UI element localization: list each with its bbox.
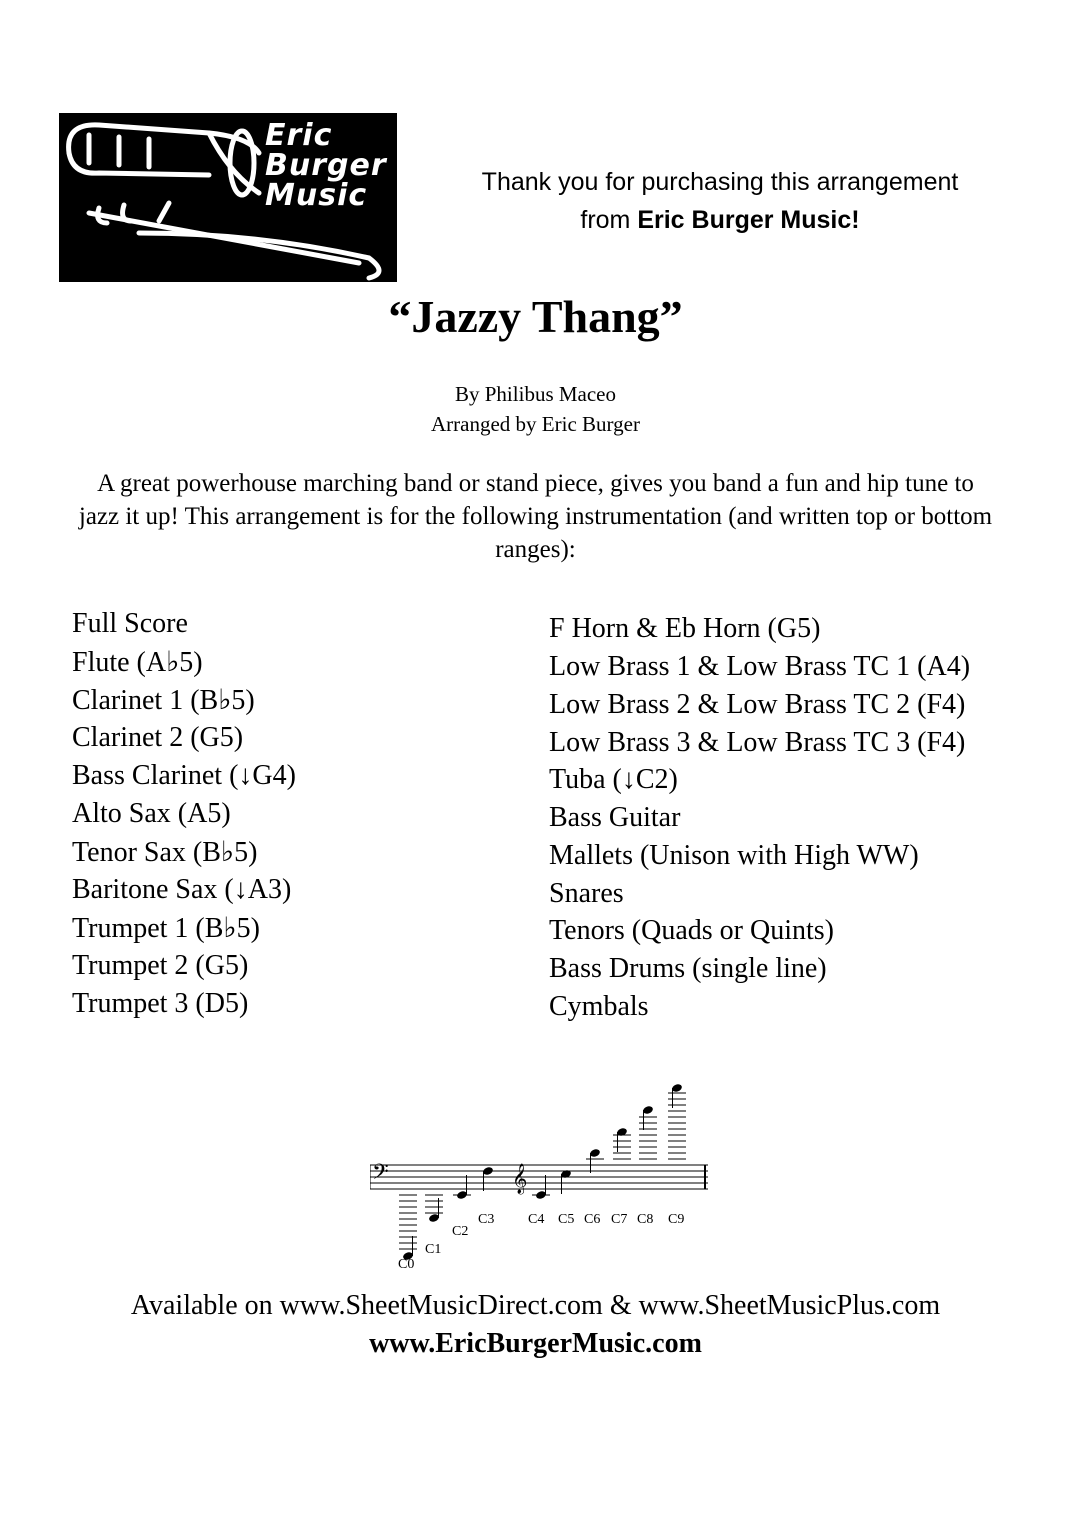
instrument-item: Mallets (Unison with High WW) xyxy=(549,840,919,871)
thank-you-line-2 xyxy=(420,201,1020,239)
range-label: C0 xyxy=(398,1257,415,1272)
range-label: C3 xyxy=(478,1212,495,1227)
instrument-item: Tenors (Quads or Quints) xyxy=(549,915,834,946)
range-chart xyxy=(370,1080,710,1280)
range-label: C5 xyxy=(558,1212,575,1227)
instrument-item: Low Brass 1 & Low Brass TC 1 (A4) xyxy=(549,651,971,682)
instrument-item: Low Brass 2 & Low Brass TC 2 (F4) xyxy=(549,689,966,720)
instrument-item: Trumpet 3 (D5) xyxy=(72,988,249,1019)
thank-you-brand: Eric Burger Music! xyxy=(637,206,860,234)
availability-text: Available on www.SheetMusicDirect.com & www.SheetMusicPlus.com xyxy=(130,1290,941,1321)
thank-you-prefix: from xyxy=(580,206,638,234)
instrument-item: Full Score xyxy=(72,608,188,639)
instrument-item: Trumpet 2 (G5) xyxy=(72,950,249,981)
instrument-item: Snares xyxy=(549,878,624,909)
instrument-item: Bass Drums (single line) xyxy=(549,953,827,984)
instrument-item: Clarinet 1 (B♭5) xyxy=(72,685,255,716)
range-label: C4 xyxy=(528,1212,545,1227)
instrument-item: Flute (A♭5) xyxy=(72,647,203,678)
instrument-item: Clarinet 2 (G5) xyxy=(72,722,244,753)
logo-line-1: Eric xyxy=(265,118,333,153)
range-labels xyxy=(398,1212,684,1272)
range-label: C2 xyxy=(452,1224,469,1239)
range-label: C6 xyxy=(584,1212,601,1227)
website-link[interactable]: www.EricBurgerMusic.com xyxy=(369,1328,702,1359)
instrument-item: Alto Sax (A5) xyxy=(72,798,231,829)
thank-you-message xyxy=(420,163,1020,239)
thank-you-line-1: Thank you for purchasing this arrangement xyxy=(481,168,959,196)
instrument-item: Bass Guitar xyxy=(549,802,681,833)
range-label: C7 xyxy=(611,1212,628,1227)
piece-title: “Jazzy Thang” xyxy=(388,291,683,342)
arranger-credit: Arranged by Eric Burger xyxy=(431,412,640,436)
instrument-item: Low Brass 3 & Low Brass TC 3 (F4) xyxy=(549,727,966,758)
instrument-item: Bass Clarinet (↓G4) xyxy=(72,760,296,791)
range-notes xyxy=(399,1083,686,1261)
instrument-item: Trumpet 1 (B♭5) xyxy=(72,913,260,944)
instrument-item: Baritone Sax (↓A3) xyxy=(72,874,292,905)
treble-clef-icon: 𝄞 xyxy=(512,1164,528,1194)
range-label: C8 xyxy=(637,1212,654,1227)
logo-line-2: Burger xyxy=(265,148,387,183)
instrument-item: F Horn & Eb Horn (G5) xyxy=(549,613,821,644)
eric-burger-music-logo xyxy=(59,113,397,282)
bass-clef-icon: 𝄢 xyxy=(372,1160,389,1190)
composer-credit: By Philibus Maceo xyxy=(455,382,616,406)
instrument-item: Tuba (↓C2) xyxy=(549,764,678,795)
credits xyxy=(0,379,1071,439)
logo-line-3: Music xyxy=(265,178,368,213)
instrument-item: Tenor Sax (B♭5) xyxy=(72,837,258,868)
description: A great powerhouse marching band or stand piece, gives you band a fun and hip tune to jazz it up! This arrangement is for the following instrumentation (and written top or bottom ranges): xyxy=(78,470,993,563)
range-label: C9 xyxy=(668,1212,685,1227)
instrument-item: Cymbals xyxy=(549,991,649,1022)
range-label: C1 xyxy=(425,1242,442,1257)
logo-wordmark xyxy=(265,118,387,213)
